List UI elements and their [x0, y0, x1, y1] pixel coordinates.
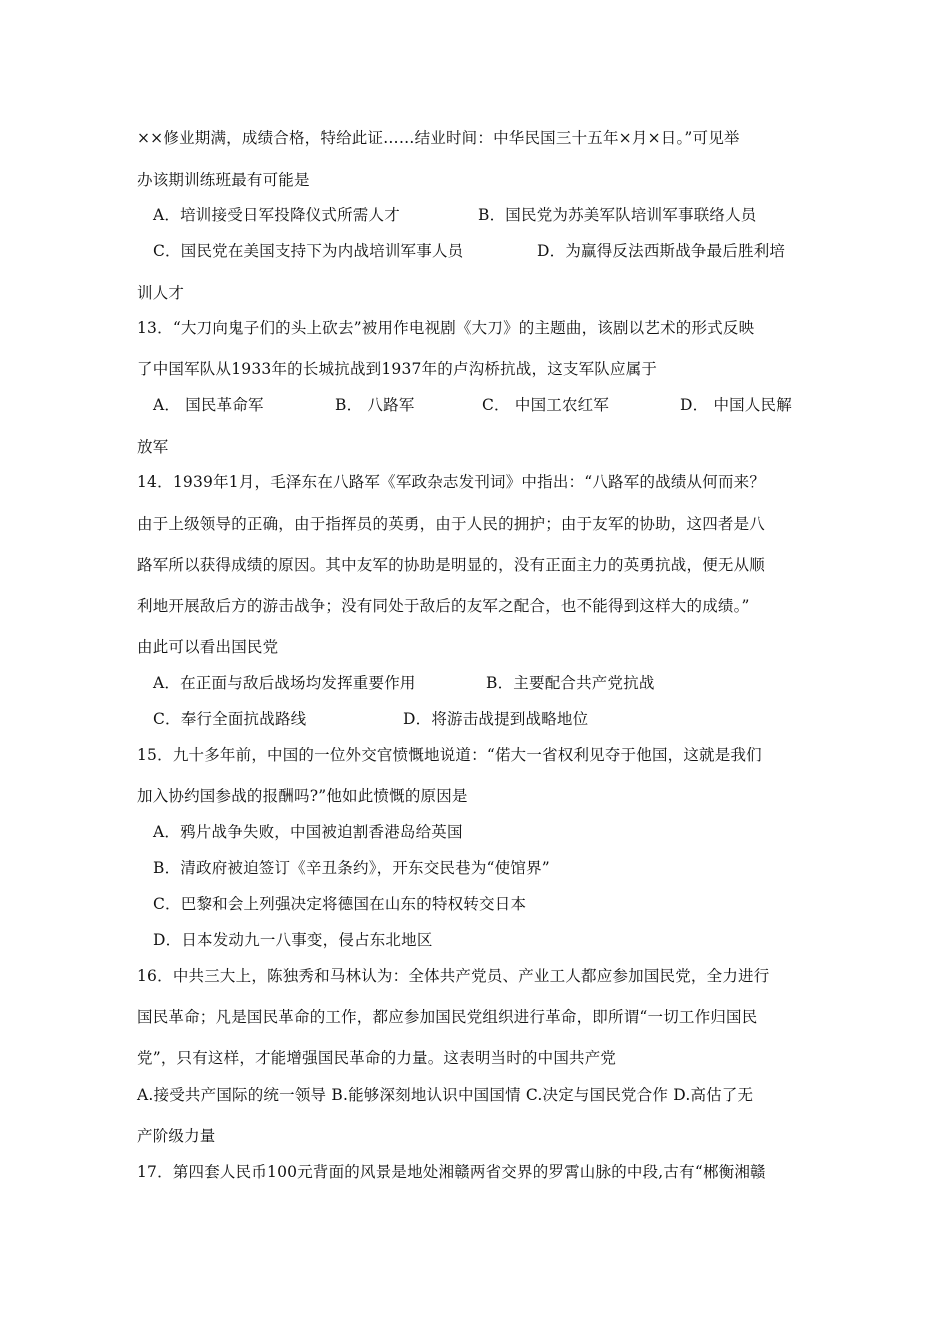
q15-stem-line-2: 加入协约国参战的报酬吗?”他如此愤慨的原因是	[137, 787, 468, 805]
q13-option-b: B． 八路军	[335, 396, 415, 414]
q13-option-c: C． 中国工农红军	[482, 396, 610, 414]
q12-stem-line-1: ××修业期满，成绩合格，特给此证……结业时间：中华民国三十五年×月×日。”可见举	[137, 129, 740, 147]
q12-option-b: B．国民党为苏美军队培训军事联络人员	[478, 206, 757, 224]
q12-stem-line-2: 办该期训练班最有可能是	[137, 171, 310, 189]
q16-stem-line-1: 16．中共三大上，陈独秀和马林认为：全体共产党员、产业工人都应参加国民党，全力进行	[137, 967, 770, 985]
q14-option-b: B．主要配合共产党抗战	[486, 674, 655, 692]
q14-stem-line-4: 利地开展敌后方的游击战争；没有同处于敌后的友军之配合，也不能得到这样大的成绩。”	[137, 597, 750, 615]
q14-stem-line-1: 14．1939年1月，毛泽东在八路军《军政杂志发刊词》中指出：“八路军的战绩从何而来？	[137, 473, 766, 491]
q14-option-a: A．在正面与敌后战场均发挥重要作用	[153, 674, 416, 692]
q16-options-cont: 产阶级力量	[137, 1127, 216, 1145]
q15-option-a: A．鸦片战争失败，中国被迫割香港岛给英国	[153, 823, 463, 841]
q15-option-d: D．日本发动九一八事变，侵占东北地区	[153, 931, 433, 949]
q13-stem-line-1: 13．“大刀向鬼子们的头上砍去”被用作电视剧《大刀》的主题曲，该剧以艺术的形式反映	[137, 319, 755, 337]
q14-option-c: C．奉行全面抗战路线	[153, 710, 307, 728]
q17-stem-line-1: 17．第四套人民币100元背面的风景是地处湘赣两省交界的罗霄山脉的中段,古有“郴衡湘赣	[137, 1163, 766, 1181]
q16-stem-line-2: 国民革命；凡是国民革命的工作，都应参加国民党组织进行革命，即所谓“一切工作归国民	[137, 1008, 758, 1026]
q13-option-d-cont: 放军	[137, 438, 169, 456]
q14-stem-line-5: 由此可以看出国民党	[137, 638, 279, 656]
q12-option-c: C．国民党在美国支持下为内战培训军事人员	[153, 242, 464, 260]
q14-stem-line-3: 路军所以获得成绩的原因。其中友军的协助是明显的，没有正面主力的英勇抗战，便无从顺	[137, 556, 766, 574]
q12-option-d: D．为赢得反法西斯战争最后胜利培	[537, 242, 786, 260]
q14-option-d: D．将游击战提到战略地位	[403, 710, 589, 728]
q16-options: A.接受共产国际的统一领导 B.能够深刻地认识中国国情 C.决定与国民党合作 D.高估了无	[137, 1086, 754, 1104]
q13-stem-line-2: 了中国军队从1933年的长城抗战到1937年的卢沟桥抗战，这支军队应属于	[137, 360, 658, 378]
q15-stem-line-1: 15．九十多年前，中国的一位外交官愤慨地说道：“偌大一省权利见夺于他国，这就是我们	[137, 746, 762, 764]
q13-option-a: A． 国民革命军	[153, 396, 264, 414]
q15-option-c: C．巴黎和会上列强决定将德国在山东的特权转交日本	[153, 895, 527, 913]
q13-option-d: D． 中国人民解	[680, 396, 792, 414]
q12-option-d-cont: 训人才	[137, 284, 185, 302]
q14-stem-line-2: 由于上级领导的正确，由于指挥员的英勇，由于人民的拥护；由于友军的协助，这四者是八	[137, 515, 766, 533]
q15-option-b: B．清政府被迫签订《辛丑条约》，开东交民巷为“使馆界”	[153, 859, 550, 877]
q16-stem-line-3: 党”，只有这样，才能增强国民革命的力量。这表明当时的中国共产党	[137, 1049, 617, 1067]
q12-option-a: A．培训接受日军投降仪式所需人才	[153, 206, 400, 224]
